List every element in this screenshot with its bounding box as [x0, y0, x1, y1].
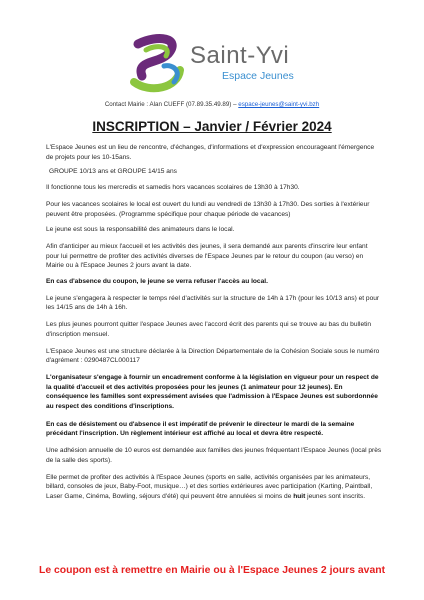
paragraph-holidays: Pour les vacances scolaires le local est ouvert du lundi au vendredi de 13h30 à 17h30. Des sorties à l'extérieur peuvent être proposées. (Programme spécifique pour chaque période de vacances): [46, 200, 370, 218]
saint-yvi-logo: [128, 30, 308, 100]
activities-min-count: huit: [293, 492, 306, 500]
paragraph-organizer: L'organisateur s'engage à fournir un encadrement conforme à la législation en vigueur pour un respect de la qualité d'accueil et des activités proposées pour les jeunes (1 animateur pour 12 jeunes). En conséquence les familles sont expressément avisées que l'admission à l'Espace Jeunes est subordonnée au respect des conditions d'inscriptions.: [46, 373, 379, 411]
brand-name: Saint-Yvi: [190, 42, 290, 69]
paragraph-activity-hours: Le jeune s'engagera à respecter le temps réel d'activités sur la structure de 14h à 17h (pour les 10/13 ans) et pour les 14/15 ans de 14h à 16h.: [46, 294, 380, 312]
paragraph-intro: L'Espace Jeunes est un lieu de rencontre, d'échanges, d'informations et d'expression encourageant l'émergence de projets pour les 10-15ans.: [46, 144, 375, 161]
paragraph-groups: GROUPE 10/13 ans et GROUPE 14/15 ans: [49, 168, 177, 176]
coupon-notice: Le coupon est à remettre en Mairie ou à l'Espace Jeunes 2 jours avant: [38, 565, 386, 576]
paragraph-coupon-warning: En cas d'absence du coupon, le jeune se verra refuser l'accès au local.: [46, 278, 268, 286]
paragraph-schedule: Il fonctionne tous les mercredis et samedis hors vacances scolaires de 13h30 à 17h30.: [46, 184, 300, 192]
page-title: INSCRIPTION – Janvier / Février 2024: [92, 119, 332, 134]
paragraph-parental-consent: Les plus jeunes pourront quitter l'espace Jeunes avec l'accord écrit des parents qui se trouve au bas du bulletin d'inscription mensuel.: [46, 321, 372, 338]
activities-text-end: jeunes sont inscrits.: [305, 492, 366, 500]
document-body: [46, 143, 382, 502]
paragraph-membership: Une adhésion annuelle de 10 euros est demandée aux familles des jeunes fréquentant l'Espace Jeunes (local près de la salle des sports).: [46, 447, 382, 464]
paragraph-accreditation: L'Espace Jeunes est une structure déclarée à la Direction Départementale de la Cohésion Sociale sous le numéro d'agrément : 0290487CL000117: [46, 347, 380, 365]
paragraph-registration: Afin d'anticiper au mieux l'accueil et les activités des jeunes, il sera demandé aux parents d'inscrire leur enfant pour lui permettre de profiter des activités diverses de l'Espace Jeunes par le retour du coupon (au verso) en Mairie ou à l'Espace Jeunes 2 jours avant la date.: [46, 242, 368, 270]
brand-subtitle: Espace Jeunes: [222, 70, 294, 82]
paragraph-activities: [46, 473, 382, 502]
paragraph-responsibility: Le jeune est sous la responsabilité des animateurs dans le local.: [46, 226, 235, 234]
paragraph-cancellation: En cas de désistement ou d'absence il est impératif de prévenir le directeur le mardi de la semaine précédant l'inscription. Un règlement intérieur est affiché au local et devra être respecté.: [46, 420, 355, 438]
activities-text: Elle permet de profiter des activités à l'Espace Jeunes (sports en salle, activités organisées par les animateurs, billard, consoles de jeux, Baby-Foot, musique…) et des sorties extérieures avec participation (Karting, Paintball, Laser Game, Cinéma, Bowling, séjours d'été) qui peuvent être annulées si moins de: [46, 473, 373, 500]
contact-line: [0, 101, 424, 108]
logo-swirl-icon: [128, 30, 190, 96]
contact-email-link[interactable]: espace-jeunes@saint-yvi.bzh: [238, 101, 320, 108]
contact-text: Contact Mairie : Alan CUEFF (07.89.35.49.89) –: [104, 101, 239, 108]
